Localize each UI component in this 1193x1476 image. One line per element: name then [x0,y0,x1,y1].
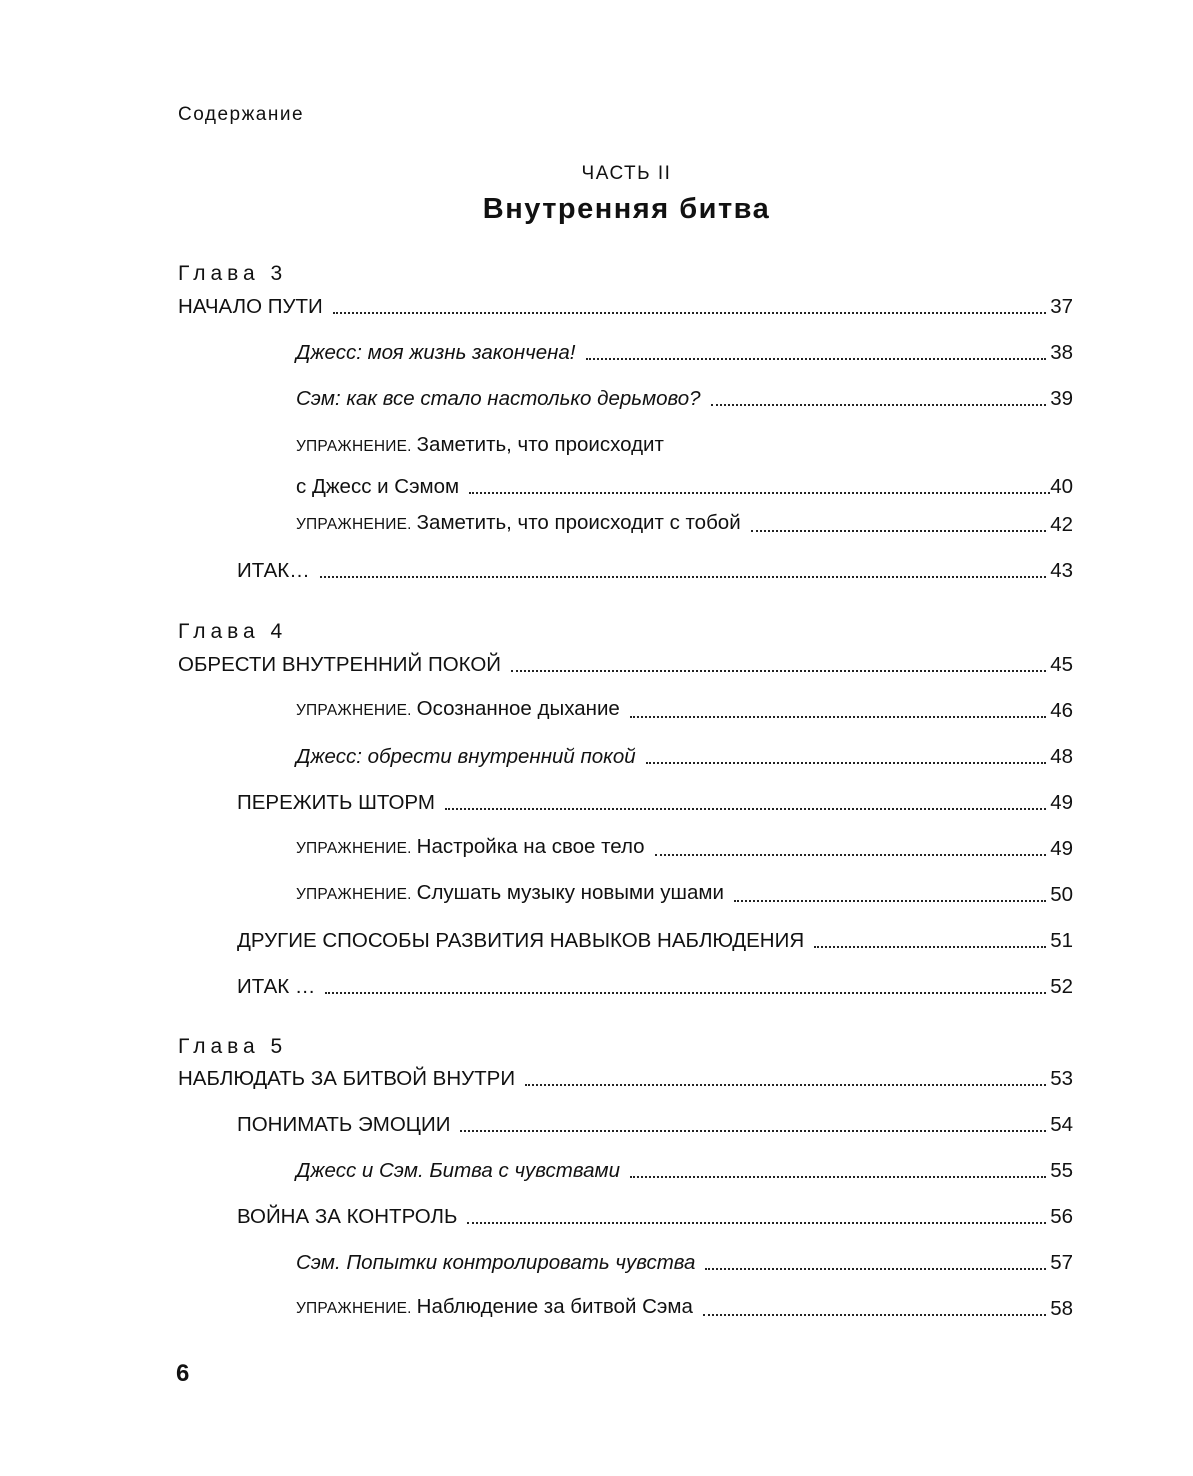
part-label: ЧАСТЬ II [581,163,672,184]
toc-page-number: 42 [1050,513,1073,536]
toc-entry[interactable] [296,384,1073,414]
toc-entry[interactable] [296,1156,1073,1186]
toc-entry-title: ИТАК… [237,559,310,582]
toc-page-number: 54 [1050,1113,1073,1136]
dot-leader [630,1176,1046,1178]
toc-entry-title: Заметить, что происходит с тобой [416,511,741,534]
toc-page-number: 43 [1050,559,1073,582]
toc-entry-title: ПОНИМАТЬ ЭМОЦИИ [237,1113,451,1136]
exercise-tag: УПРАЖНЕНИЕ. [296,886,412,903]
toc-entry[interactable] [237,926,1073,956]
dot-leader [646,762,1047,764]
dot-leader [469,492,1050,494]
toc-page-number: 37 [1050,295,1073,318]
toc-entry-title: Сэм: как все стало настолько дерьмово? [296,387,701,410]
toc-page-number: 56 [1050,1205,1073,1228]
toc-entry-title: ОБРЕСТИ ВНУТРЕННИЙ ПОКОЙ [178,653,502,676]
toc-entry-title: ИТАК … [237,975,316,998]
toc-page-number: 49 [1050,837,1073,860]
toc-entry-title: ПЕРЕЖИТЬ ШТОРМ [237,791,435,814]
toc-entry[interactable] [296,880,1073,910]
dot-leader [333,312,1046,314]
dot-leader [751,530,1047,532]
exercise-tag: УПРАЖНЕНИЕ. [296,1300,412,1317]
toc-page-number: 53 [1050,1067,1073,1090]
toc-page-number: 52 [1050,975,1073,998]
toc-entry[interactable] [237,1202,1073,1232]
toc-entry-title: Слушать музыку новыми ушами [416,881,724,904]
exercise-tag: УПРАЖНЕНИЕ. [296,840,412,857]
page-number: 6 [176,1360,190,1387]
toc-page-number: 55 [1050,1159,1073,1182]
exercise-tag: УПРАЖНЕНИЕ. [296,702,412,719]
toc-entry[interactable] [178,1064,1073,1094]
toc-entry-line-1 [296,430,1073,462]
dot-leader [445,808,1046,810]
dot-leader [703,1314,1046,1316]
toc-entry-line-2 [296,472,1073,502]
toc-entry-title: Заметить, что происходит [416,433,664,456]
toc-page-number: 39 [1050,387,1073,410]
toc-entry[interactable] [296,430,1073,502]
toc-entry[interactable] [296,834,1073,864]
dot-leader [467,1222,1046,1224]
toc-entry[interactable] [296,742,1073,772]
dot-leader [525,1084,1046,1086]
toc-page-number: 48 [1050,745,1073,768]
chapter-label: Глава 5 [178,1035,288,1058]
toc-entry-title: НАЧАЛО ПУТИ [178,295,323,318]
toc-entry-title-cont: с Джесс и Сэмом [296,475,460,498]
toc-entry[interactable] [296,696,1073,726]
toc-entry[interactable] [178,292,1073,322]
dot-leader [325,992,1046,994]
toc-entry-title: Джесс и Сэм. Битва с чувствами [296,1159,620,1182]
part-title: Внутренняя битва [482,193,771,225]
toc-page-number: 50 [1050,883,1073,906]
toc-entry-title: Настройка на свое тело [416,835,645,858]
toc-page-number: 58 [1050,1297,1073,1320]
dot-leader [734,900,1046,902]
running-header: Содержание [178,104,305,125]
exercise-tag: УПРАЖНЕНИЕ. [296,438,412,455]
toc-entry-title: Наблюдение за битвой Сэма [416,1295,693,1318]
toc-entry[interactable] [296,1294,1073,1324]
toc-entry-title: Сэм. Попытки контролировать чувства [296,1251,696,1274]
exercise-tag: УПРАЖНЕНИЕ. [296,516,412,533]
toc-entry-title: ВОЙНА ЗА КОНТРОЛЬ [237,1205,458,1228]
dot-leader [655,854,1047,856]
dot-leader [711,404,1047,406]
dot-leader [814,946,1046,948]
toc-page-number: 57 [1050,1251,1073,1274]
toc-page-number: 40 [1050,475,1073,498]
chapter-label: Глава 3 [178,262,288,285]
chapter-label: Глава 4 [178,620,288,643]
toc-page-number: 45 [1050,653,1073,676]
toc-entry-title: Джесс: моя жизнь закончена! [296,341,576,364]
toc-entry[interactable] [237,788,1073,818]
dot-leader [586,358,1047,360]
toc-page-number: 51 [1050,929,1073,952]
toc-page-number: 49 [1050,791,1073,814]
dot-leader [630,716,1046,718]
toc-entry[interactable] [296,338,1073,368]
dot-leader [705,1268,1046,1270]
toc-entry-title: НАБЛЮДАТЬ ЗА БИТВОЙ ВНУТРИ [178,1067,516,1090]
toc-entry[interactable] [296,510,1073,540]
toc-entry[interactable] [237,1110,1073,1140]
toc-entry-title: ДРУГИЕ СПОСОБЫ РАЗВИТИЯ НАВЫКОВ НАБЛЮДЕНИЯ [237,929,805,952]
toc-entry-title: Джесс: обрести внутренний покой [296,745,636,768]
toc-page-number: 38 [1050,341,1073,364]
toc-page-number: 46 [1050,699,1073,722]
toc-entry[interactable] [237,556,1073,586]
toc-entry-title: Осознанное дыхание [416,697,620,720]
dot-leader [511,670,1046,672]
toc-entry[interactable] [178,650,1073,680]
toc-entry[interactable] [237,972,1073,1002]
dot-leader [320,576,1046,578]
toc-entry[interactable] [296,1248,1073,1278]
dot-leader [460,1130,1046,1132]
